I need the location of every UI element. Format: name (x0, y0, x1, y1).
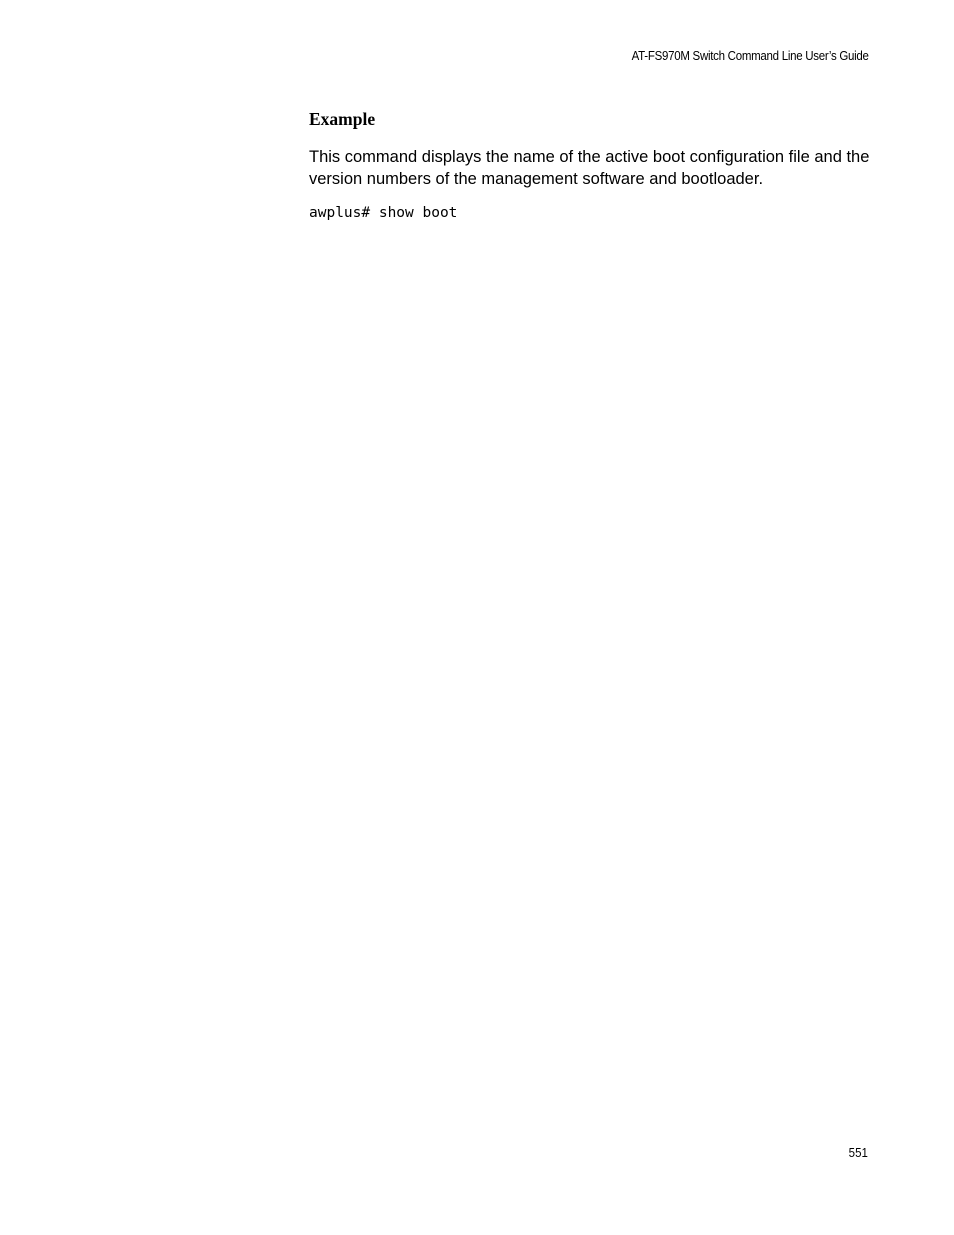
section-heading: Example (309, 109, 376, 129)
main-content (309, 108, 874, 223)
code-example: awplus# show boot (309, 205, 458, 221)
page-number: 551 (848, 1146, 868, 1160)
body-paragraph: This command displays the name of the active boot configuration file and the version numbers of the management software and bootloader. (309, 148, 870, 188)
running-header-title: AT-FS970M Switch Command Line User’s Guide (631, 49, 869, 63)
